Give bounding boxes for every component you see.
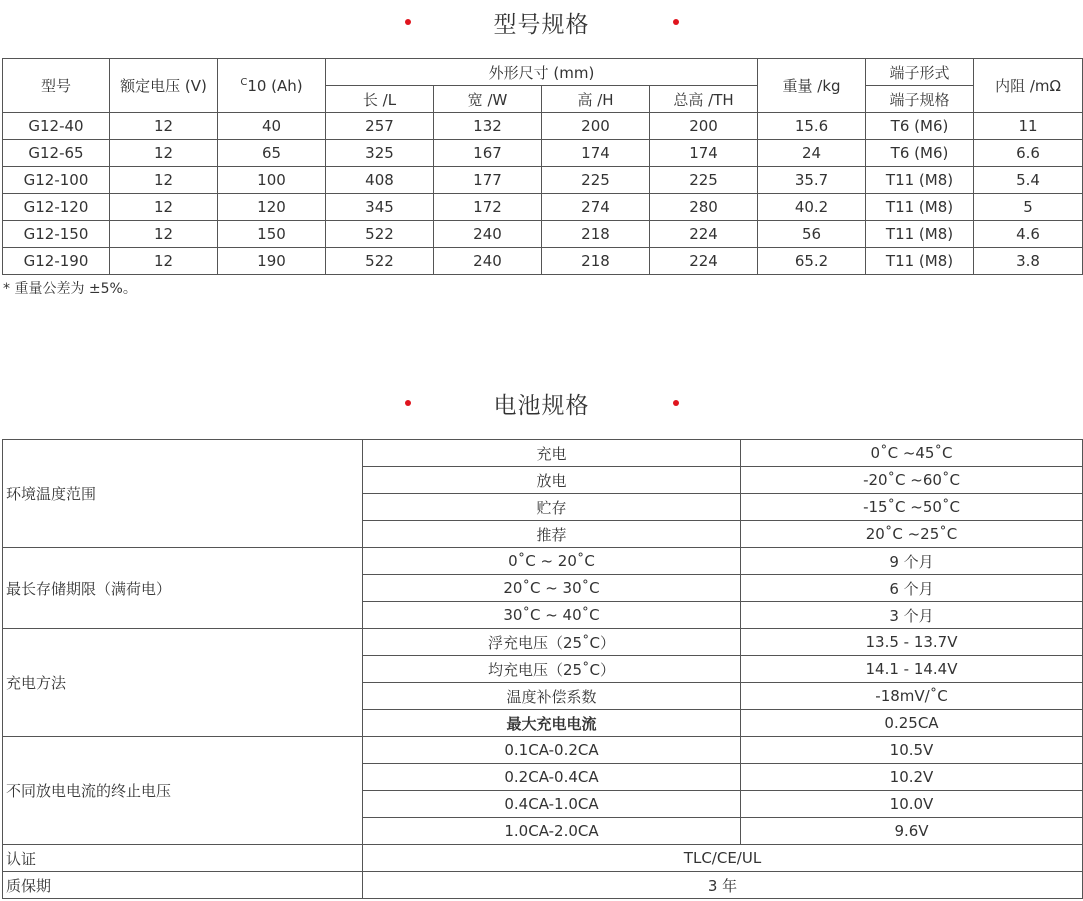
spec-label: 20˚C ~ 30˚C <box>363 575 741 602</box>
header-voltage: 额定电压 (V) <box>110 59 218 113</box>
spec-label: 放电 <box>363 467 741 494</box>
spec-row <box>3 548 1083 575</box>
spec-label: 均充电压（25˚C） <box>363 656 741 683</box>
cell-length: 345 <box>326 194 434 221</box>
cell-resistance: 11 <box>974 113 1083 140</box>
header-terminal-spec: 端子规格 <box>866 86 974 113</box>
spec-label: 推荐 <box>363 521 741 548</box>
cell-capacity: 65 <box>218 140 326 167</box>
red-dot-icon <box>673 400 679 406</box>
header-capacity <box>218 59 326 113</box>
cell-width: 240 <box>434 221 542 248</box>
capacity-superscript: C <box>240 76 248 88</box>
header-height: 高 /H <box>542 86 650 113</box>
red-dot-icon <box>405 400 411 406</box>
spec-label: 最大充电电流 <box>363 710 741 737</box>
header-total-height: 总高 /TH <box>650 86 758 113</box>
cell-resistance: 5.4 <box>974 167 1083 194</box>
spec-row <box>3 440 1083 467</box>
cell-voltage: 12 <box>110 248 218 275</box>
model-section-heading: 型号规格 <box>493 11 590 38</box>
cell-model: G12-65 <box>3 140 110 167</box>
spec-value: 10.0V <box>741 791 1083 818</box>
table-row <box>3 194 1083 221</box>
cell-terminal: T11 (M8) <box>866 248 974 275</box>
cell-weight: 65.2 <box>758 248 866 275</box>
cell-terminal: T6 (M6) <box>866 140 974 167</box>
cell-height: 218 <box>542 248 650 275</box>
header-length: 长 /L <box>326 86 434 113</box>
header-terminal-type: 端子形式 <box>866 59 974 86</box>
capacity-label: 10 (Ah) <box>247 76 303 95</box>
table-row <box>3 221 1083 248</box>
cell-capacity: 150 <box>218 221 326 248</box>
header-dimensions: 外形尺寸 (mm) <box>326 59 758 86</box>
table-row <box>3 167 1083 194</box>
spec-value: TLC/CE/UL <box>363 845 1083 872</box>
spec-value: 10.5V <box>741 737 1083 764</box>
cell-capacity: 120 <box>218 194 326 221</box>
red-dot-icon <box>673 19 679 25</box>
spec-label: 0˚C ~ 20˚C <box>363 548 741 575</box>
cell-model: G12-100 <box>3 167 110 194</box>
cell-length: 408 <box>326 167 434 194</box>
battery-spec-table <box>2 439 1083 899</box>
spec-section-title <box>0 383 1083 423</box>
cell-total-height: 280 <box>650 194 758 221</box>
header-resistance: 内阻 /mΩ <box>974 59 1083 113</box>
spec-value: 9.6V <box>741 818 1083 845</box>
cell-voltage: 12 <box>110 113 218 140</box>
cell-terminal: T11 (M8) <box>866 167 974 194</box>
spec-category: 认证 <box>3 845 363 872</box>
cell-capacity: 100 <box>218 167 326 194</box>
cell-terminal: T6 (M6) <box>866 113 974 140</box>
spec-value: 0˚C ~45˚C <box>741 440 1083 467</box>
cell-height: 274 <box>542 194 650 221</box>
spec-label: 贮存 <box>363 494 741 521</box>
cell-voltage: 12 <box>110 194 218 221</box>
spec-category: 环境温度范围 <box>3 440 363 548</box>
cell-voltage: 12 <box>110 221 218 248</box>
header-width: 宽 /W <box>434 86 542 113</box>
cell-width: 132 <box>434 113 542 140</box>
spec-label: 0.2CA-0.4CA <box>363 764 741 791</box>
spec-label: 1.0CA-2.0CA <box>363 818 741 845</box>
cell-capacity: 190 <box>218 248 326 275</box>
cell-total-height: 174 <box>650 140 758 167</box>
spec-category: 充电方法 <box>3 629 363 737</box>
spec-label: 浮充电压（25˚C） <box>363 629 741 656</box>
spec-value: 3 个月 <box>741 602 1083 629</box>
cell-resistance: 3.8 <box>974 248 1083 275</box>
cell-total-height: 224 <box>650 248 758 275</box>
cell-resistance: 6.6 <box>974 140 1083 167</box>
model-spec-table <box>2 58 1083 275</box>
cell-height: 225 <box>542 167 650 194</box>
cell-width: 167 <box>434 140 542 167</box>
spec-value: -18mV/˚C <box>741 683 1083 710</box>
spec-label: 30˚C ~ 40˚C <box>363 602 741 629</box>
spec-value: 13.5 - 13.7V <box>741 629 1083 656</box>
cell-weight: 35.7 <box>758 167 866 194</box>
spec-label: 充电 <box>363 440 741 467</box>
cell-resistance: 4.6 <box>974 221 1083 248</box>
spec-category: 最长存储期限（满荷电） <box>3 548 363 629</box>
spec-row <box>3 845 1083 872</box>
cell-weight: 15.6 <box>758 113 866 140</box>
cell-voltage: 12 <box>110 167 218 194</box>
table-row <box>3 113 1083 140</box>
spec-label: 温度补偿系数 <box>363 683 741 710</box>
spec-category: 质保期 <box>3 872 363 899</box>
spec-category: 不同放电电流的终止电压 <box>3 737 363 845</box>
spec-value: 10.2V <box>741 764 1083 791</box>
cell-model: G12-40 <box>3 113 110 140</box>
cell-height: 174 <box>542 140 650 167</box>
cell-length: 522 <box>326 248 434 275</box>
cell-model: G12-150 <box>3 221 110 248</box>
spec-value: -15˚C ~50˚C <box>741 494 1083 521</box>
spec-row <box>3 872 1083 899</box>
cell-height: 200 <box>542 113 650 140</box>
cell-length: 325 <box>326 140 434 167</box>
cell-terminal: T11 (M8) <box>866 221 974 248</box>
spec-value: 14.1 - 14.4V <box>741 656 1083 683</box>
cell-weight: 40.2 <box>758 194 866 221</box>
cell-capacity: 40 <box>218 113 326 140</box>
spec-value: 0.25CA <box>741 710 1083 737</box>
spec-value: 3 年 <box>363 872 1083 899</box>
spec-label: 0.1CA-0.2CA <box>363 737 741 764</box>
cell-length: 257 <box>326 113 434 140</box>
spec-value: 6 个月 <box>741 575 1083 602</box>
red-dot-icon <box>405 19 411 25</box>
cell-width: 177 <box>434 167 542 194</box>
cell-total-height: 224 <box>650 221 758 248</box>
spec-value: -20˚C ~60˚C <box>741 467 1083 494</box>
weight-footnote: * 重量公差为 ±5%。 <box>3 281 137 297</box>
header-model: 型号 <box>3 59 110 113</box>
spec-row <box>3 737 1083 764</box>
cell-voltage: 12 <box>110 140 218 167</box>
spec-value: 20˚C ~25˚C <box>741 521 1083 548</box>
header-weight: 重量 /kg <box>758 59 866 113</box>
cell-total-height: 225 <box>650 167 758 194</box>
table-row <box>3 140 1083 167</box>
cell-weight: 56 <box>758 221 866 248</box>
cell-height: 218 <box>542 221 650 248</box>
cell-model: G12-120 <box>3 194 110 221</box>
cell-model: G12-190 <box>3 248 110 275</box>
cell-weight: 24 <box>758 140 866 167</box>
spec-value: 9 个月 <box>741 548 1083 575</box>
table-row <box>3 248 1083 275</box>
model-section-title <box>0 2 1083 42</box>
spec-section-heading: 电池规格 <box>493 392 590 419</box>
cell-width: 240 <box>434 248 542 275</box>
cell-width: 172 <box>434 194 542 221</box>
table-header-row <box>3 59 1083 86</box>
cell-length: 522 <box>326 221 434 248</box>
cell-resistance: 5 <box>974 194 1083 221</box>
spec-label: 0.4CA-1.0CA <box>363 791 741 818</box>
spec-row <box>3 629 1083 656</box>
cell-terminal: T11 (M8) <box>866 194 974 221</box>
cell-total-height: 200 <box>650 113 758 140</box>
